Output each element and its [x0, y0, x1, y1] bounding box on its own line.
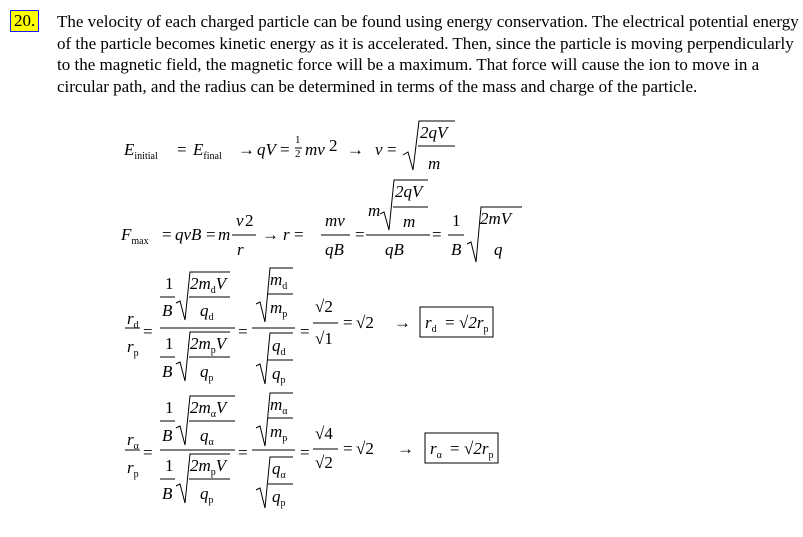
subscript-alpha: α: [282, 406, 288, 417]
symbol-F: F: [121, 225, 132, 244]
symbol-V: V: [215, 274, 227, 293]
symbol-r: r: [425, 313, 432, 332]
symbol-2m: 2m: [190, 398, 211, 417]
equals-sign: =: [280, 140, 290, 159]
half-numerator: 1: [295, 134, 301, 146]
symbol-r: r: [127, 430, 134, 449]
subscript-d: d: [210, 285, 216, 296]
subscript-p: p: [483, 324, 489, 335]
arrow: →: [347, 140, 364, 159]
symbol-2m: 2m: [190, 274, 211, 293]
numeral-1: 1: [165, 456, 174, 475]
symbol-qB: qB: [325, 240, 344, 259]
subscript-d: d: [280, 347, 286, 358]
equals-sign: =: [343, 439, 353, 458]
symbol-B: B: [451, 240, 462, 259]
subscript-p: p: [210, 345, 216, 356]
equals-sign: =: [450, 439, 460, 458]
radical-sign: [380, 180, 428, 230]
symbol-r: r: [430, 439, 437, 458]
equals-sign: =: [300, 322, 310, 341]
equals-sign: =: [294, 225, 304, 244]
problem-number: 20.: [10, 10, 39, 32]
symbol-m: m: [270, 395, 283, 414]
symbol-qB: qB: [385, 240, 404, 259]
arrow: →: [397, 439, 414, 458]
radical-denominator: m: [428, 154, 441, 173]
radical-sign: [256, 333, 293, 384]
equals-sign: =: [432, 225, 442, 244]
symbol-sqrt2r: √2r: [459, 313, 484, 332]
inner-denominator: m: [403, 212, 416, 231]
symbol-q: q: [272, 487, 281, 506]
subscript-p: p: [208, 495, 214, 506]
arrow: →: [262, 225, 279, 244]
symbol-qV: qV: [257, 140, 276, 159]
symbol-v: v: [375, 140, 383, 159]
subscript-p: p: [282, 309, 288, 320]
symbol-sqrt2r: √2r: [464, 439, 489, 458]
sqrt-2: √2: [315, 453, 333, 472]
symbol-r: r: [127, 337, 134, 356]
symbol-V: V: [216, 398, 227, 417]
sqrt-2: √2: [315, 297, 333, 316]
subscript-p: p: [210, 467, 216, 478]
subscript-initial: initial: [134, 151, 158, 162]
equals-sign: =: [143, 443, 153, 462]
arrow: →: [394, 313, 411, 332]
symbol-q: q: [200, 301, 209, 320]
radical-sign: [467, 207, 522, 262]
symbol-q: q: [272, 336, 281, 355]
subscript-alpha: α: [436, 450, 442, 461]
symbol-m: m: [270, 422, 283, 441]
symbol-B: B: [162, 484, 173, 503]
result-sqrt-2: √2: [356, 439, 374, 458]
symbol-v: v: [236, 211, 244, 230]
subscript-p: p: [280, 498, 286, 509]
superscript-2: 2: [329, 136, 338, 155]
equals-sign: =: [238, 443, 248, 462]
symbol-q: q: [200, 426, 209, 445]
subscript-max: max: [131, 236, 149, 247]
symbol-B: B: [162, 362, 173, 381]
radical-sign: [256, 393, 293, 446]
subscript-alpha: α: [280, 470, 286, 481]
radical-sign: [176, 272, 230, 320]
symbol-B: B: [162, 426, 173, 445]
numeral-1: 1: [165, 334, 174, 353]
subscript-alpha: α: [210, 409, 217, 420]
subscript-p: p: [208, 373, 214, 384]
equals-sign: =: [300, 443, 310, 462]
equals-sign: =: [355, 225, 365, 244]
symbol-r: r: [283, 225, 290, 244]
symbol-2m: 2m: [190, 456, 211, 475]
symbol-mv: mv: [305, 140, 325, 159]
problem-text: The velocity of each charged particle can be found using energy conservation. The electrical potential energy of the particle becomes kinetic energy as it is accelerated. Then, since the particle is moving perpendicularly to the magnetic field, the magnetic force will be a maximum. That force will cause the ion to move in a circular path, and the radius can be determined in terms of the mass and charge of the particle.: [57, 12, 799, 96]
subscript-d: d: [208, 312, 214, 323]
symbol-qvB: qvB: [175, 225, 202, 244]
equals-sign: =: [238, 322, 248, 341]
symbol-E: E: [193, 140, 204, 159]
equals-sign: =: [343, 313, 353, 332]
arrow: →: [238, 140, 255, 159]
subscript-alpha: α: [208, 437, 214, 448]
symbol-E: E: [124, 140, 135, 159]
answer-box: [420, 307, 493, 337]
subscript-d: d: [431, 324, 437, 335]
subscript-p: p: [280, 375, 286, 386]
symbol-q: q: [200, 484, 209, 503]
numeral-1: 1: [452, 211, 461, 230]
numeral-1: 1: [165, 274, 174, 293]
subscript-d: d: [133, 320, 139, 331]
symbol-r: r: [127, 309, 134, 328]
symbol-q: q: [272, 459, 281, 478]
symbol-m: m: [368, 201, 381, 220]
symbol-m: m: [270, 270, 283, 289]
result-sqrt-2: √2: [356, 313, 374, 332]
symbol-q: q: [272, 364, 281, 383]
subscript-p: p: [282, 433, 288, 444]
symbol-2m: 2m: [190, 334, 211, 353]
subscript-alpha: α: [133, 441, 139, 452]
equals-sign: =: [387, 140, 397, 159]
symbol-V: V: [215, 334, 227, 353]
subscript-p: p: [488, 450, 494, 461]
equals-sign: =: [162, 225, 172, 244]
sqrt-1: √1: [315, 329, 333, 348]
radical-denominator: q: [494, 240, 503, 259]
equals-sign: =: [445, 313, 455, 332]
symbol-V: V: [215, 456, 227, 475]
symbol-B: B: [162, 301, 173, 320]
radical-numerator: 2qV: [420, 123, 448, 142]
symbol-mv: mv: [325, 211, 345, 230]
symbol-m: m: [218, 225, 231, 244]
equals-sign: =: [177, 140, 187, 159]
symbol-r: r: [237, 240, 244, 259]
equals-sign: =: [206, 225, 216, 244]
sqrt-4: √4: [315, 424, 333, 443]
half-denominator: 2: [295, 148, 301, 160]
radical-sign: [256, 268, 293, 322]
subscript-p: p: [133, 469, 139, 480]
answer-box: [425, 433, 498, 463]
subscript-d: d: [282, 281, 288, 292]
superscript-2: 2: [245, 211, 254, 230]
symbol-m: m: [270, 298, 283, 317]
radical-sign: [256, 457, 293, 508]
equals-sign: =: [143, 322, 153, 341]
inner-numerator: 2qV: [395, 182, 423, 201]
symbol-q: q: [200, 362, 209, 381]
symbol-r: r: [127, 458, 134, 477]
subscript-final: final: [203, 151, 222, 162]
radical-numerator: 2mV: [480, 209, 512, 228]
subscript-p: p: [133, 348, 139, 359]
numeral-1: 1: [165, 398, 174, 417]
